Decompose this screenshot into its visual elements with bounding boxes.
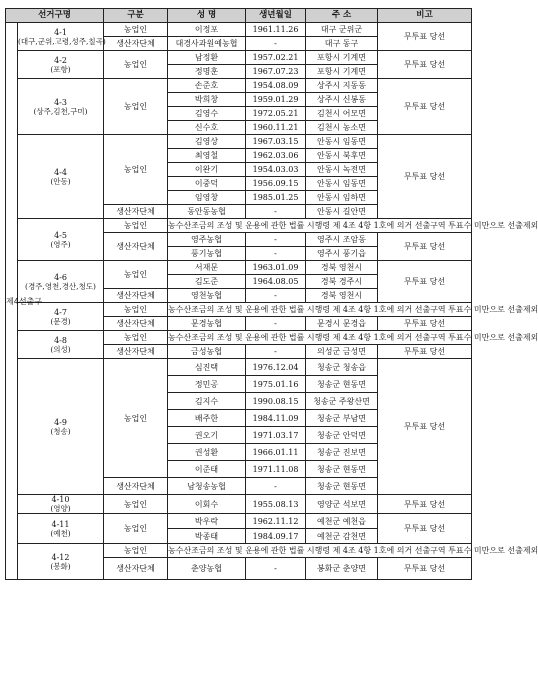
address: 문경시 문경읍 [306,317,378,331]
type-cell: 생산자단체 [104,478,168,495]
type-cell: 농업인 [104,135,168,205]
table-row [6,219,472,233]
type-cell: 농업인 [104,331,168,345]
candidate-name: 심진택 [168,359,246,376]
type-cell: 생산자단체 [104,558,168,580]
type-cell: 생산자단체 [104,345,168,359]
address: 김천시 농소면 [306,121,378,135]
header-birth: 생년월일 [246,9,306,23]
district-number: 4-2 [54,55,67,65]
table-row [6,359,472,376]
district-number: 4-10 [51,495,70,504]
birth-date: - [246,317,306,331]
table-row [6,135,472,149]
district-cell [18,135,104,219]
type-cell: 농업인 [104,514,168,544]
candidate-name: 문경농협 [168,317,246,331]
address: 안동시 임동면 [306,177,378,191]
remark-cell: 무투표 당선 [378,79,472,135]
type-cell: 농업인 [104,23,168,37]
candidate-name: 남청송농협 [168,478,246,495]
address: 안동시 임하면 [306,191,378,205]
remark-cell: 무투표 당선 [378,261,472,303]
district-area: (영주) [50,239,71,249]
birth-date: 1964.08.05 [246,275,306,289]
type-cell: 생산자단체 [104,317,168,331]
candidate-name: 박종태 [168,529,246,544]
address: 안동시 길안면 [306,205,378,219]
district-area: (청송) [50,426,71,436]
candidate-name: 정명훈 [168,65,246,79]
address: 안동시 임동면 [306,135,378,149]
address: 청송군 현동면 [306,478,378,495]
address: 청송군 진보면 [306,444,378,461]
table-row [6,23,472,37]
remark-cell: 무투표 당선 [378,23,472,51]
candidate-name: 김영상 [168,135,246,149]
address: 상주시 지동동 [306,79,378,93]
birth-date: 1971.03.17 [246,427,306,444]
candidate-name: 서재문 [168,261,246,275]
candidate-name: 대경사과원예농협 [168,37,246,51]
birth-date: 1966.01.11 [246,444,306,461]
table-row [6,331,472,345]
birth-date: 1990.08.15 [246,393,306,410]
address: 김천시 어모면 [306,107,378,121]
birth-date: 1985.01.25 [246,191,306,205]
address: 예천군 예천읍 [306,514,378,529]
candidate-name: 금성농협 [168,345,246,359]
address: 청송군 청송읍 [306,359,378,376]
district-area: (안동) [50,176,71,186]
birth-date: 1957.02.21 [246,51,306,65]
candidate-name: 이회수 [168,495,246,514]
address: 대구 군위군 [306,23,378,37]
remark-cell: 무투표 당선 [378,233,472,261]
birth-date: 1955.08.13 [246,495,306,514]
candidate-name: 권성환 [168,444,246,461]
birth-date: 1961.11.26 [246,23,306,37]
candidate-name: 풍기농협 [168,247,246,261]
birth-date: 1956.09.15 [246,177,306,191]
table-row [6,51,472,65]
type-cell: 농업인 [104,359,168,478]
law-note: 농수산조금의 조성 및 운용에 관한 법률 시행령 제 4조 4항 1호에 의거 선출구역 투표수 미만으로 선출제외 [168,544,472,558]
birth-date: - [246,247,306,261]
table-row [6,303,472,317]
remark-cell: 무투표 당선 [378,135,472,219]
candidate-name: 신수호 [168,121,246,135]
address: 청송군 안덕면 [306,427,378,444]
address: 경북 경주시 [306,275,378,289]
candidate-name: 이완기 [168,163,246,177]
district-cell [18,495,104,514]
table-row [6,514,472,529]
district-cell [18,303,104,331]
address: 청송군 현동면 [306,376,378,393]
table-row [6,544,472,558]
region-label: 제4선출구 [6,23,18,580]
birth-date: 1976.12.04 [246,359,306,376]
candidate-name: 남정환 [168,51,246,65]
district-area: (문경) [50,316,71,326]
district-area: (경주,영천,경산,청도) [25,281,96,291]
address: 청송군 현동면 [306,461,378,478]
candidate-name: 박우락 [168,514,246,529]
district-area: (봉화) [50,561,71,571]
address: 청송군 주왕산면 [306,393,378,410]
address: 포항시 기계면 [306,51,378,65]
district-cell [18,331,104,359]
candidate-name: 김영수 [168,107,246,121]
table-row [6,261,472,275]
address: 경북 영천시 [306,289,378,303]
district-area: (예천) [50,528,71,538]
district-area: (의성) [50,344,71,354]
address: 의성군 금성면 [306,345,378,359]
header-type: 구분 [104,9,168,23]
birth-date: 1959.01.29 [246,93,306,107]
address: 안동시 북후면 [306,149,378,163]
district-cell [18,51,104,79]
address: 영주시 조암동 [306,233,378,247]
remark-cell: 무투표 당선 [378,359,472,495]
district-number: 4-3 [54,97,67,107]
district-number: 4-6 [54,272,67,282]
type-cell: 농업인 [104,495,168,514]
district-number: 4-9 [54,417,67,427]
birth-date: 1971.11.08 [246,461,306,478]
remark-cell: 무투표 당선 [378,345,472,359]
birth-date: 1984.11.09 [246,410,306,427]
district-number: 4-5 [54,230,67,240]
address: 청송군 부남면 [306,410,378,427]
remark-cell: 무투표 당선 [378,317,472,331]
birth-date: - [246,37,306,51]
address: 영주시 풍기읍 [306,247,378,261]
address: 안동시 녹전면 [306,163,378,177]
type-cell: 농업인 [104,261,168,289]
birth-date: 1984.09.17 [246,529,306,544]
candidate-name: 권오기 [168,427,246,444]
district-number: 4-12 [51,552,70,562]
birth-date: - [246,233,306,247]
district-number: 4-8 [54,335,67,345]
birth-date: 1975.01.16 [246,376,306,393]
birth-date: 1954.03.03 [246,163,306,177]
type-cell: 농업인 [104,544,168,558]
candidate-name: 춘양농협 [168,558,246,580]
address: 봉화군 춘양면 [306,558,378,580]
remark-cell: 무투표 당선 [378,514,472,544]
law-note: 농수산조금의 조성 및 운용에 관한 법률 시행령 제 4조 4항 1호에 의거 선출구역 투표수 미만으로 선출제외 [168,331,472,345]
birth-date: 1967.07.23 [246,65,306,79]
candidate-name: 영천농협 [168,289,246,303]
type-cell: 농업인 [104,51,168,79]
birth-date: 1963.01.09 [246,261,306,275]
candidate-name: 김지수 [168,393,246,410]
header-address: 주 소 [306,9,378,23]
birth-date: 1972.05.21 [246,107,306,121]
table-row [6,495,472,514]
birth-date: - [246,289,306,303]
candidate-name: 임영창 [168,191,246,205]
candidate-name: 동안동농협 [168,205,246,219]
district-cell [18,514,104,544]
type-cell: 농업인 [104,79,168,135]
candidate-name: 이준태 [168,461,246,478]
address: 예천군 감천면 [306,529,378,544]
district-number: 4-4 [54,167,67,177]
header-remark: 비고 [378,9,472,23]
type-cell: 생산자단체 [104,37,168,51]
birth-date: 1962.11.12 [246,514,306,529]
address: 대구 동구 [306,37,378,51]
district-area: (포항) [50,64,71,74]
remark-cell: 무투표 당선 [378,558,472,580]
birth-date: - [246,345,306,359]
remark-cell: 무투표 당선 [378,51,472,79]
district-number: 4-1 [54,27,67,37]
birth-date: - [246,478,306,495]
birth-date: 1962.03.06 [246,149,306,163]
candidate-name: 김도준 [168,275,246,289]
district-cell [18,544,104,580]
address: 영양군 석보면 [306,495,378,514]
birth-date: 1954.08.09 [246,79,306,93]
address: 포항시 기계면 [306,65,378,79]
table-row [6,79,472,93]
header-name: 성 명 [168,9,246,23]
address: 상주시 신봉동 [306,93,378,107]
law-note: 농수산조금의 조성 및 운용에 관한 법률 시행령 제 4조 4항 1호에 의거 선출구역 투표수 미만으로 선출제외 [168,219,472,233]
district-number: 4-7 [54,307,67,317]
type-cell: 농업인 [104,303,168,317]
district-area: (영양) [50,504,71,513]
type-cell: 생산자단체 [104,233,168,261]
birth-date: 1960.11.21 [246,121,306,135]
candidate-name: 영주농협 [168,233,246,247]
candidate-name: 최영철 [168,149,246,163]
birth-date: - [246,205,306,219]
address: 경북 영천시 [306,261,378,275]
header-district: 선거구명 [6,9,104,23]
birth-date: - [246,558,306,580]
district-area: (상주,김천,구미) [33,106,88,116]
type-cell: 생산자단체 [104,289,168,303]
district-cell [18,79,104,135]
candidate-name: 이정포 [168,23,246,37]
district-number: 4-11 [51,519,70,529]
birth-date: 1967.03.15 [246,135,306,149]
candidate-name: 정민공 [168,376,246,393]
candidate-name: 배주한 [168,410,246,427]
district-area: (대구,군위,고령,성주,칠곡) [18,36,106,46]
district-cell [18,219,104,261]
candidate-name: 박희창 [168,93,246,107]
type-cell: 농업인 [104,219,168,233]
candidate-name: 손준호 [168,79,246,93]
header-row [6,9,472,23]
district-cell [18,359,104,495]
type-cell: 생산자단체 [104,205,168,219]
candidate-name: 이중덕 [168,177,246,191]
district-cell [18,23,104,51]
law-note: 농수산조금의 조성 및 운용에 관한 법률 시행령 제 4조 4항 1호에 의거 선출구역 투표수 미만으로 선출제외 [168,303,472,317]
election-table [5,8,538,580]
remark-cell: 무투표 당선 [378,495,472,514]
